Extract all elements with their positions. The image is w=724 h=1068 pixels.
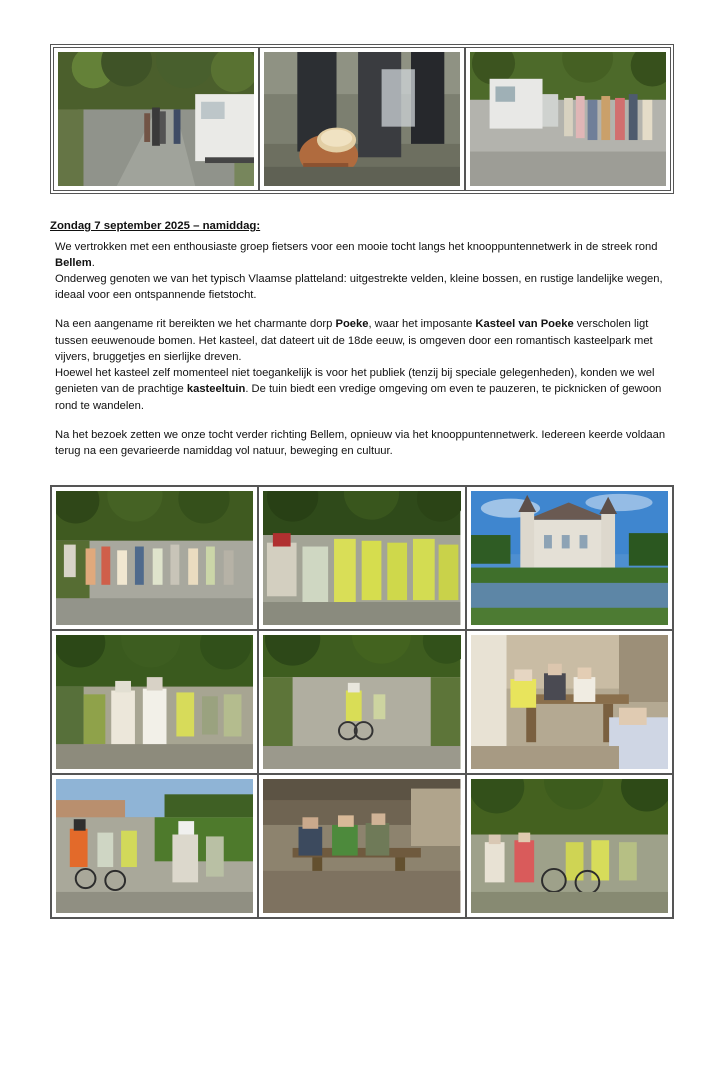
body-text: , waar het imposante (368, 318, 476, 331)
photo-cell (259, 47, 465, 191)
photo-b8 (263, 779, 460, 913)
photo-top-1 (58, 52, 254, 186)
photo-row (51, 486, 673, 630)
article-text (50, 194, 674, 459)
photo-cell (258, 630, 465, 774)
body-text: . (91, 256, 95, 269)
photo-row (51, 774, 673, 918)
photo-top-2-image (264, 52, 460, 186)
paragraph-p4 (55, 365, 674, 414)
photo-top-2 (264, 52, 460, 186)
photo-b3-image (471, 491, 668, 625)
paragraph-p2 (55, 271, 674, 303)
photo-cell (466, 774, 673, 918)
emphasis-text: kasteeltuin (186, 383, 246, 396)
photo-top-1-image (58, 52, 254, 186)
photo-cell (466, 630, 673, 774)
photo-b2-image (263, 491, 460, 625)
photo-top-3 (470, 52, 666, 186)
photo-b6 (471, 635, 668, 769)
document-page (0, 44, 724, 1068)
body-text: We vertrokken met een enthousiaste groep fietsers voor een mooie tocht langs het knooppuntennetwerk in de streek rond (55, 240, 658, 253)
photo-b7-image (56, 779, 253, 913)
photo-b1-image (56, 491, 253, 625)
paragraph-p5 (55, 427, 674, 459)
body-text: Hoewel het kasteel zelf momenteel niet toegankelijk is voor het publiek (tenzij bij speciale gelegenheden), konden we wel genieten van de prachtige (55, 367, 655, 396)
photo-cell (53, 47, 259, 191)
photo-b9 (471, 779, 668, 913)
emphasis-text: Poeke (335, 318, 369, 331)
photo-b5-image (263, 635, 460, 769)
top-photo-grid (50, 44, 674, 194)
photo-b8-image (263, 779, 460, 913)
paragraph-p1 (55, 239, 674, 271)
photo-b3 (471, 491, 668, 625)
photo-b4-image (56, 635, 253, 769)
photo-row (51, 630, 673, 774)
photo-b2 (263, 491, 460, 625)
body-text: Onderweg genoten we van het typisch Vlaamse platteland: uitgestrekte velden, kleine bossen, en rustige landelijke wegen, ideaal voor een ontspannende fietstocht. (55, 273, 663, 302)
photo-b5 (263, 635, 460, 769)
page-title: Zondag 7 september 2025 – namiddag: (50, 220, 261, 232)
body-text: verscholen ligt tussen eeuwenoude bomen. Het kasteel, dat dateert uit de 18de eeuw, is omgeven door een romantisch kasteelpark met vijvers, bruggetjes en sierlijke dreven. (55, 318, 653, 363)
photo-cell (466, 486, 673, 630)
photo-cell (258, 774, 465, 918)
photo-cell (465, 47, 671, 191)
photo-row (53, 47, 671, 191)
photo-b1 (56, 491, 253, 625)
photo-b6-image (471, 635, 668, 769)
bottom-photo-grid (50, 485, 674, 919)
body-text: Na het bezoek zetten we onze tocht verder richting Bellem, opnieuw via het knooppuntennetwerk. Iedereen keerde voldaan terug na een gevarieerde namiddag vol natuur, beweging en cultuur. (55, 428, 666, 458)
photo-b9-image (471, 779, 668, 913)
photo-b4 (56, 635, 253, 769)
paragraph-container (50, 239, 674, 460)
emphasis-text: Kasteel van Poeke (475, 318, 574, 331)
emphasis-text: Bellem (55, 256, 92, 269)
body-text: Na een aangename rit bereikten we het charmante dorp (55, 318, 336, 331)
body-text: . De tuin biedt een vredige omgeving om even te pauzeren, te picknicken of gewoon rond te wandelen. (55, 383, 662, 412)
photo-top-3-image (470, 52, 666, 186)
photo-cell (51, 774, 258, 918)
photo-b7 (56, 779, 253, 913)
bottom-gallery-wrapper (0, 485, 724, 919)
photo-cell (258, 486, 465, 630)
photo-cell (51, 630, 258, 774)
paragraph-p3 (55, 316, 674, 365)
photo-cell (51, 486, 258, 630)
